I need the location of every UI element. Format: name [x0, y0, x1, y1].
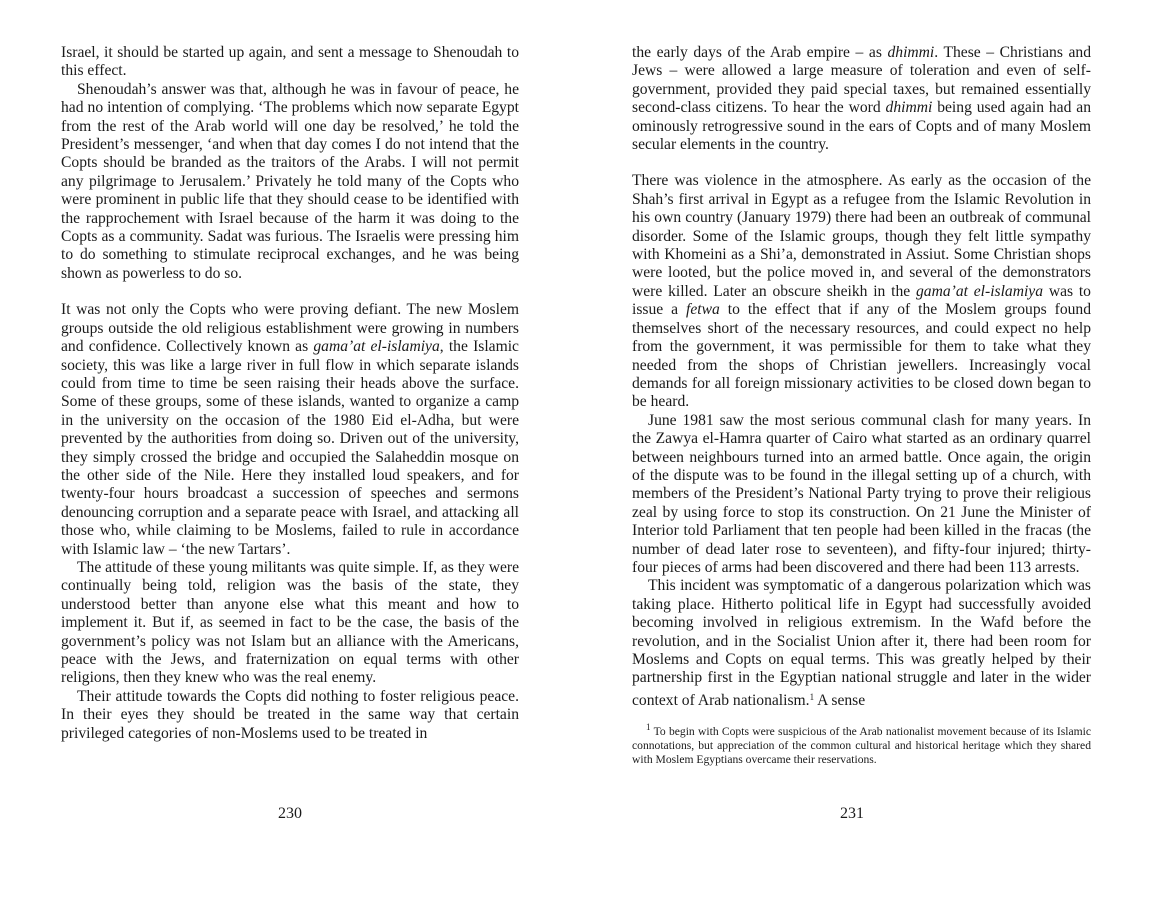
paragraph: Israel, it should be started up again, and sent a message to Shenoudah to this effect. [61, 44, 519, 80]
paragraph: Their attitude towards the Copts did nothing to foster religious peace. In their eyes they should be treated in the same way that certain privileged categories of non-Moslems used to be treated in [61, 687, 519, 742]
text-run: This incident was symptomatic of a dangerous polarization which was taking place. Hitherto political life in Egypt had successfully avoided becoming involved in religious extremism. In the Wafd before the revolution, and in the Socialist Union after it, there had been room for Moslems and Copts on equal terms. This was greatly helped by their partnership first in the Egyptian national struggle and later in the wider context of Arab nationalism. [632, 577, 1091, 709]
left-page [61, 44, 519, 743]
italic-term: gama’at el-islamiya [915, 282, 1044, 300]
footnote-number: 1 [646, 722, 651, 733]
page-number: 230 [278, 805, 302, 822]
paragraph: June 1981 saw the most serious communal clash for many years. In the Zawya el-Hamra quarter of Cairo what started as an ordinary quarrel between neighbours turned into an armed battle. Once again, the origin of the dispute was to be found in the illegal setting up of a church, with members of the President’s National Party trying to prove their religious zeal by using force to stop its construction. On 21 June the Minister of Interior told Parliament that ten people had been killed in the fracas (the number of dead later rose to seventeen), and fifty-four injured; thirty-four pieces of arms had been discovered and there had been 113 arrests. [632, 411, 1091, 576]
text-run: A sense [814, 691, 866, 709]
italic-term: dhimmi [885, 99, 933, 117]
text-run: There was violence in the atmosphere. As early as the occasion of the Shah’s first arrival in Egypt as a refugee from the Islamic Revolution in his own country (January 1979) there had been an outbreak of communal disorder. Some of the Islamic groups, though they felt little sympathy with Khomeini as a Shi’a, demonstrated in Assiut. Some Christian shops were looted, but the police moved in, and several of the demonstrators were killed. Later an obscure sheikh in the [632, 172, 1091, 300]
paragraph [632, 172, 1091, 411]
italic-term: gama’at el-islamiya [313, 338, 440, 356]
footnote-reference: 1 [809, 691, 815, 702]
text-run: , the Islamic society, this was like a large river in full flow in which separate islands could from time to time be seen raising their heads above the surface. Some of these groups, some of these islands, wanted to organize a camp in the university on the occasion of the 1980 Eid el-Adha, but were prevented by the authorities from doing so. Driven out of the university, they simply crossed the bridge and occupied the Salaheddin mosque on the other side of the Nile. Here they installed loud speakers, and for twenty-four hours broadcast a succession of speeches and sermons denouncing corruption and a separate peace with Israel, and attacking all those who, while claiming to be Moslems, failed to rule in accordance with Islamic law – ‘the new Tartars’. [61, 338, 519, 558]
paragraph: Shenoudah’s answer was that, although he was in favour of peace, he had no intention of complying. ‘The problems which now separate Egypt from the rest of the Arab world will one day be resolved,’ he told the President’s messenger, ‘and when that day comes I do not intend that the Copts should be branded as the traitors of the Arabs. I will not permit any pilgrimage to Jerusalem.’ Privately he told many of the Copts who were prominent in public life that they should cease to be identified with the rapprochement with Israel because of the harm it was doing to the Copts as a community. Sadat was furious. The Israelis were pressing him to do something to stimulate reciprocal exchanges, and he was being shown as powerless to do so. [61, 80, 519, 282]
text-run: being used again had an ominously retrogressive sound in the ears of Copts and of many Moslem secular elements in the country. [632, 99, 1091, 154]
italic-term: dhimmi [887, 44, 935, 61]
page-number: 231 [840, 805, 864, 822]
paragraph [632, 577, 1091, 710]
paragraph: The attitude of these young militants was quite simple. If, as they were continually being told, religion was the basis of the state, they understood better than anyone else what this meant and how to implement it. But if, as seemed in fact to be the case, the basis of the government’s policy was not Islam but an alliance with the Americans, peace with the Jews, and fraternization on equal terms with other religions, then they knew who was the real enemy. [61, 558, 519, 687]
text-run: It was not only the Copts who were proving defiant. The new Moslem groups outside the old religious establishment were growing in numbers and confidence. Collectively known as [61, 301, 519, 356]
right-page [632, 44, 1091, 767]
italic-term: fetwa [686, 301, 720, 319]
paragraph [632, 44, 1091, 154]
text-run: the early days of the Arab empire – as [632, 44, 888, 61]
text-run: . These – Christians and Jews – were allowed a large measure of toleration and even of self-government, provided they paid special taxes, but remained essentially second-class citizens. To hear the word [632, 44, 1091, 117]
footnotes [632, 720, 1091, 767]
paragraph [61, 301, 519, 559]
footnote-text: To begin with Copts were suspicious of the Arab nationalist movement because of its Islamic connotations, but appreciation of the common cultural and historical heritage which they shared with Moslem Egyptians overcame their reservations. [632, 725, 1091, 767]
footnote [632, 720, 1091, 767]
text-run: to the effect that if any of the Moslem groups found themselves short of the necessary resources, and could expect no help from the government, it was permissible for them to take what they needed from the shops of Christian jewellers. Increasingly vocal demands for all foreign missionary activities to be closed down began to be heard. [632, 301, 1092, 411]
text-run: was to issue a [632, 282, 1091, 319]
